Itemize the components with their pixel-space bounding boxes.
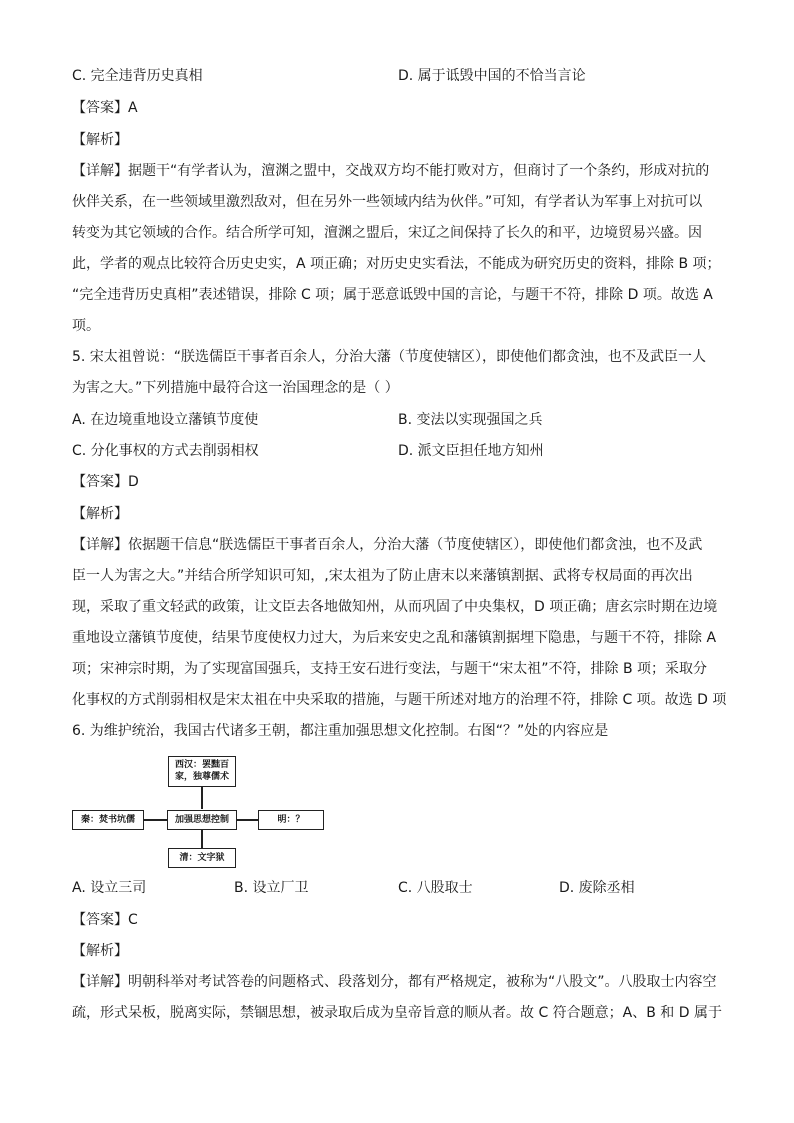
q4-detail-line: 项。 — [72, 318, 100, 334]
box-qin: 秦：焚书坑儒 — [72, 810, 144, 830]
box-center: 加强思想控制 — [167, 810, 237, 830]
q5-option-c: C. 分化事权的方式去削弱相权 — [72, 443, 259, 459]
q6-option-c: C. 八股取士 — [398, 880, 473, 896]
q4-detail-line: “完全违背历史真相”表述错误，排除 C 项；属于恶意诋毁中国的言论，与题干不符，排除 D 项。故选 A — [72, 287, 713, 303]
q4-answer: 【答案】A — [72, 100, 138, 116]
q6-detail-line: 疏，形式呆板，脱离实际，禁锢思想，被录取后成为皇帝旨意的顺从者。故 C 符合题意；A、B 和 D 属于 — [72, 1005, 722, 1021]
q6-detail-line: 【详解】明朝科举对考试答卷的问题格式、段落划分，都有严格规定，被称为“八股文”。八股取士内容空 — [72, 974, 717, 990]
thought-control-diagram — [72, 752, 332, 868]
q5-option-a: A. 在边境重地设立藩镇节度使 — [72, 412, 259, 428]
q5-option-d: D. 派文臣担任地方知州 — [398, 443, 544, 459]
q6-option-b: B. 设立厂卫 — [234, 880, 309, 896]
q6-analysis-heading: 【解析】 — [72, 943, 128, 959]
q4-option-d: D. 属于诋毁中国的不恰当言论 — [398, 68, 586, 84]
q5-answer: 【答案】D — [72, 474, 139, 490]
q5-detail-line: 臣一人为害之大。”并结合所学知识可知，,宋太祖为了防止唐末以来藩镇割据、武将专权局面的再次出 — [72, 568, 693, 584]
box-ming: 明：？ — [258, 810, 324, 830]
q6-stem: 6. 为维护统治，我国古代诸多王朝，都注重加强思想文化控制。右图“？”处的内容应是 — [72, 723, 609, 739]
connector-bottom — [201, 830, 203, 849]
q5-option-b: B. 变法以实现强国之兵 — [398, 412, 543, 428]
q4-detail-line: 转变为其它领域的合作。结合所学可知，澶渊之盟后，宋辽之间保持了长久的和平，边境贸易兴盛。因 — [72, 225, 702, 241]
q5-stem-line: 5. 宋太祖曾说：“朕选儒臣干事者百余人，分治大藩（节度使辖区），即使他们都贪浊，也不及武臣一人 — [72, 349, 707, 365]
box-qing: 清：文字狱 — [168, 848, 236, 868]
q4-analysis-heading: 【解析】 — [72, 132, 128, 148]
q5-detail-line: 现，采取了重文轻武的政策，让文臣去各地做知州，从而巩固了中央集权，D 项正确；唐玄宗时期在边境 — [72, 599, 718, 615]
q5-detail-line: 化事权的方式削弱相权是宋太祖在中央采取的措施，与题干所述对地方的治理不符，排除 C 项。故选 D 项 — [72, 692, 727, 708]
connector-left — [144, 819, 167, 821]
box-western-han — [168, 756, 236, 787]
box-western-han-line1: 西汉：罢黜百 — [174, 760, 229, 770]
q6-answer: 【答案】C — [72, 912, 138, 928]
q6-option-a: A. 设立三司 — [72, 880, 147, 896]
q6-option-d: D. 废除丞相 — [559, 880, 635, 896]
q5-detail-line: 【详解】依据题干信息“朕选儒臣干事者百余人，分治大藩（节度使辖区），即使他们都贪浊，也不及武 — [72, 537, 703, 553]
connector-right — [237, 819, 258, 821]
q4-detail-line: 【详解】据题干“有学者认为，澶渊之盟中，交战双方均不能打败对方，但商讨了一个条约，形成对抗的 — [72, 163, 710, 179]
q4-detail-line: 此，学者的观点比较符合历史史实，A 项正确；对历史史实看法，不能成为研究历史的资料，排除 B 项； — [72, 256, 721, 272]
box-western-han-line2: 家，独尊儒术 — [174, 772, 229, 782]
connector-top — [201, 786, 203, 809]
q5-detail-line: 重地设立藩镇节度使，结果节度使权力过大，为后来安史之乱和藩镇割据埋下隐患，与题干不符，排除 A — [72, 630, 717, 646]
q4-detail-line: 伙伴关系，在一些领域里激烈敌对，但在另外一些领域内结为伙伴。”可知，有学者认为军事上对抗可以 — [72, 194, 703, 210]
q5-detail-line: 项；宋神宗时期，为了实现富国强兵，支持王安石进行变法，与题干“宋太祖”不符，排除 B 项；采取分 — [72, 661, 708, 677]
q5-analysis-heading: 【解析】 — [72, 506, 128, 522]
q4-option-c: C. 完全违背历史真相 — [72, 68, 203, 84]
q5-stem-line: 为害之大。”下列措施中最符合这一治国理念的是（ ） — [72, 380, 399, 396]
